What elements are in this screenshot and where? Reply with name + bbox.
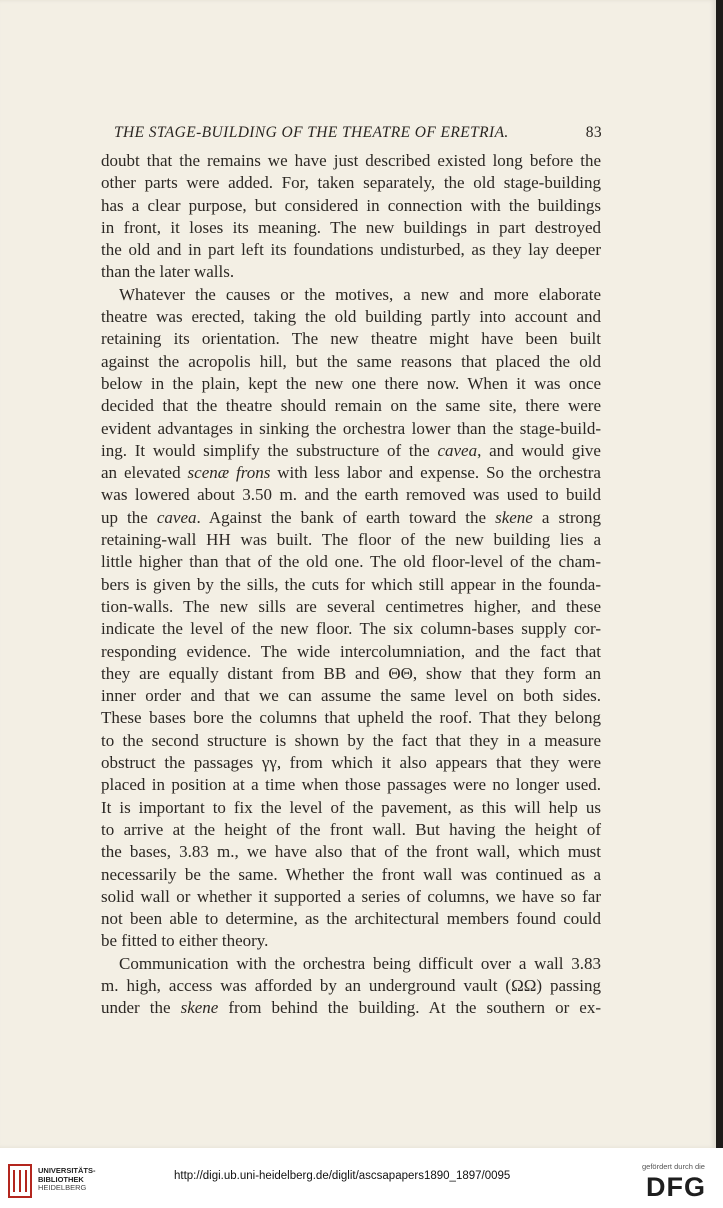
text-line: to arrive at the height of the front wall. But having the height of	[101, 819, 601, 839]
text-line: an elevated scenæ frons with less labor and expense. So the orchestra	[101, 463, 601, 483]
text-line: against the acropolis hill, but the same reasons that placed the old	[101, 351, 601, 371]
text-line: theatre was erected, taking the old building partly into account and	[101, 307, 601, 327]
text-line: be fitted to either theory.	[101, 931, 269, 951]
text-line: under the skene from behind the building. At the southern or ex-	[101, 998, 601, 1018]
text-line: other parts were added. For, taken separately, the old stage-building	[101, 173, 601, 193]
text-line: tion-walls. The new sills are several centimetres higher, and these	[101, 596, 601, 616]
text-line: responding evidence. The wide intercolumniation, and the fact that	[101, 641, 601, 661]
page-number: 83	[585, 124, 602, 141]
text-line: inner order and that we can assume the same level on both sides.	[101, 686, 601, 706]
text-line: necessarily be the same. Whether the front wall was continued as a	[101, 864, 601, 884]
page-edge-shadow	[716, 0, 723, 1148]
text-line: up the cavea. Against the bank of earth toward the skene a strong	[101, 507, 602, 527]
text-line: bers is given by the sills, the cuts for which still appear in the founda-	[101, 574, 601, 594]
text-line: m. high, access was afforded by an underground vault (ΩΩ) passing	[101, 975, 601, 995]
text-line: placed in position at a time when those passages were no longer used.	[101, 775, 601, 795]
text-line: the old and in part left its foundations undisturbed, as they lay deeper	[101, 240, 601, 260]
library-name: UNIVERSITÄTS- BIBLIOTHEK HEIDELBERG	[38, 1166, 96, 1192]
text-line: retaining its orientation. The new theatre might have been built	[101, 329, 601, 349]
text-line: solid wall or whether it supported a series of columns, we have so far	[101, 886, 601, 906]
text-line: Whatever the causes or the motives, a new and more elaborate	[119, 284, 601, 304]
body-text	[101, 150, 601, 1020]
text-line: to the second structure is shown by the fact that they in a measure	[101, 730, 601, 750]
text-line: not been able to determine, as the architectural members found could	[101, 909, 601, 929]
text-line: retaining-wall HH was built. The floor of the new building lies a	[101, 530, 601, 550]
text-line: These bases bore the columns that upheld the roof. That they belong	[101, 708, 601, 728]
text-line: indicate the level of the new floor. The six column-bases supply cor-	[101, 619, 601, 639]
sponsor-text: gefördert durch die	[642, 1162, 705, 1171]
text-line: evident advantages in sinking the orchestra lower than the stage-build-	[101, 418, 601, 438]
permalink-url[interactable]: http://digi.ub.uni-heidelberg.de/diglit/ascsapapers1890_1897/0095	[174, 1170, 511, 1182]
text-line: below in the plain, kept the new one there now. When it was once	[101, 373, 601, 393]
text-line: ing. It would simplify the substructure of the cavea, and would give	[101, 440, 601, 460]
text-line: than the later walls.	[101, 262, 235, 282]
text-line: they are equally distant from BB and ΘΘ, show that they form an	[101, 663, 601, 683]
running-header	[114, 124, 602, 142]
text-line: It is important to fix the level of the pavement, as this will help us	[101, 797, 601, 817]
text-line: doubt that the remains we have just described existed long before the	[101, 151, 601, 170]
text-line: decided that the theatre should remain on the same site, there were	[101, 396, 601, 416]
text-line: was lowered about 3.50 m. and the earth removed was used to build	[101, 485, 601, 505]
text-line: the bases, 3.83 m., we have also that of the front wall, which must	[101, 842, 601, 862]
running-title: THE STAGE-BUILDING OF THE THEATRE OF ERETRIA.	[114, 124, 509, 141]
university-library-logo-icon	[8, 1164, 32, 1198]
text-line: Communication with the orchestra being difficult over a wall 3.83	[119, 953, 601, 973]
text-line: little higher than that of the old one. The old floor-level of the cham-	[101, 552, 601, 572]
text-line: has a clear purpose, but considered in connection with the buildings	[101, 195, 601, 215]
text-line: in front, it loses its meaning. The new buildings in part destroyed	[101, 217, 601, 237]
text-line: obstruct the passages γγ, from which it also appears that they were	[101, 753, 601, 773]
dfg-logo: DFG	[646, 1172, 706, 1202]
